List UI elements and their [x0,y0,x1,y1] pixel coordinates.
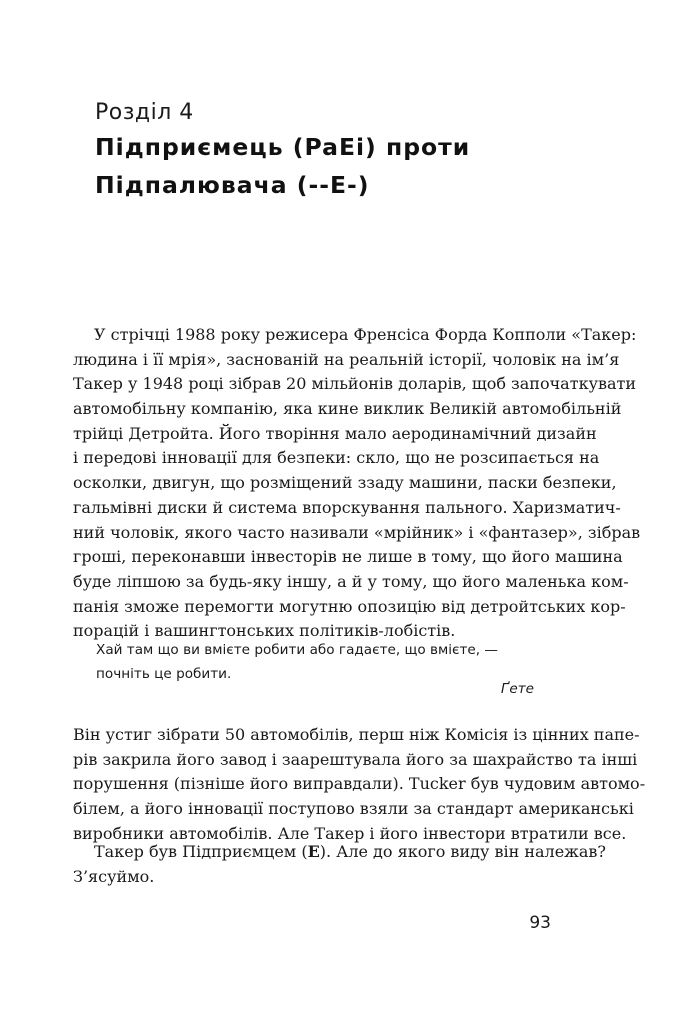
text-line: буде ліпшою за будь-яку іншу, а й у тому, що його маленька ком- [73,571,629,591]
text-line [73,840,607,865]
text-fragment: Такер був Підприємцем ( [94,842,308,861]
page-number: 93 [529,913,551,933]
chapter-title-line: Підприємець (PaEi) проти [95,133,471,161]
text-line: виробники автомобілів. Але Такер і його інвестори втратили все. [73,823,627,843]
code-letter: E [307,842,320,861]
text-line: ний чоловік, якого часто називали «мрійник» і «фантазер», зібрав [73,522,641,542]
chapter-title [95,128,615,204]
paragraph-1 [73,323,641,644]
text-line: гальмівні диски й система впорскування пального. Харизматич- [73,497,621,517]
text-line: У стрічці 1988 року режисера Френсіса Форда Копполи «Такер: [94,325,637,344]
paragraph-3 [73,840,607,889]
text-line: автомобільну компанію, яка кине виклик Великій автомобільній [73,399,622,419]
text-line: і передові інновації для безпеки: скло, що не розсипається на [73,448,600,468]
epigraph-line: Хай там що ви вмієте робити або гадаєте, що вмієте, — [96,642,498,658]
text-line: Такер у 1948 році зібрав 20 мільйонів доларів, щоб започаткувати [73,374,637,394]
epigraph-line: почніть це робити. [96,666,232,682]
text-line: трійці Детройта. Його творіння мало аеродинамічний дизайн [73,423,597,443]
paragraph-2 [73,723,646,846]
text-line: порушення (пізніше його виправдали). Tucker був чудовим автомо- [73,774,646,794]
text-line: білем, а його інновації поступово взяли за стандарт американські [73,799,634,819]
text-line: порацій і вашингтонських політиків-лобістів. [73,621,456,641]
text-line: людина і її мрія», заснованій на реальній історії, чоловік на ім’я [73,349,620,369]
text-line: Він устиг зібрати 50 автомобілів, перш ніж Комісія із цінних папе- [73,725,640,744]
text-fragment: ). Але до якого виду він належав? [319,842,607,861]
text-line: гроші, переконавши інвесторів не лише в тому, що його машина [73,547,623,567]
text-line: З’ясуймо. [73,866,155,886]
chapter-title-line: Підпалювача (--E-) [95,171,370,199]
epigraph-author: Ґете [501,681,534,697]
text-line: осколки, двигун, що розміщений ззаду машини, паски безпеки, [73,473,617,493]
text-line: рів закрила його завод і заарештувала його за шахрайство та інші [73,749,638,769]
chapter-label: Розділ 4 [95,100,194,125]
text-line: панія зможе перемогти могутню опозицію від детройтських кор- [73,596,626,616]
epigraph [96,638,536,686]
